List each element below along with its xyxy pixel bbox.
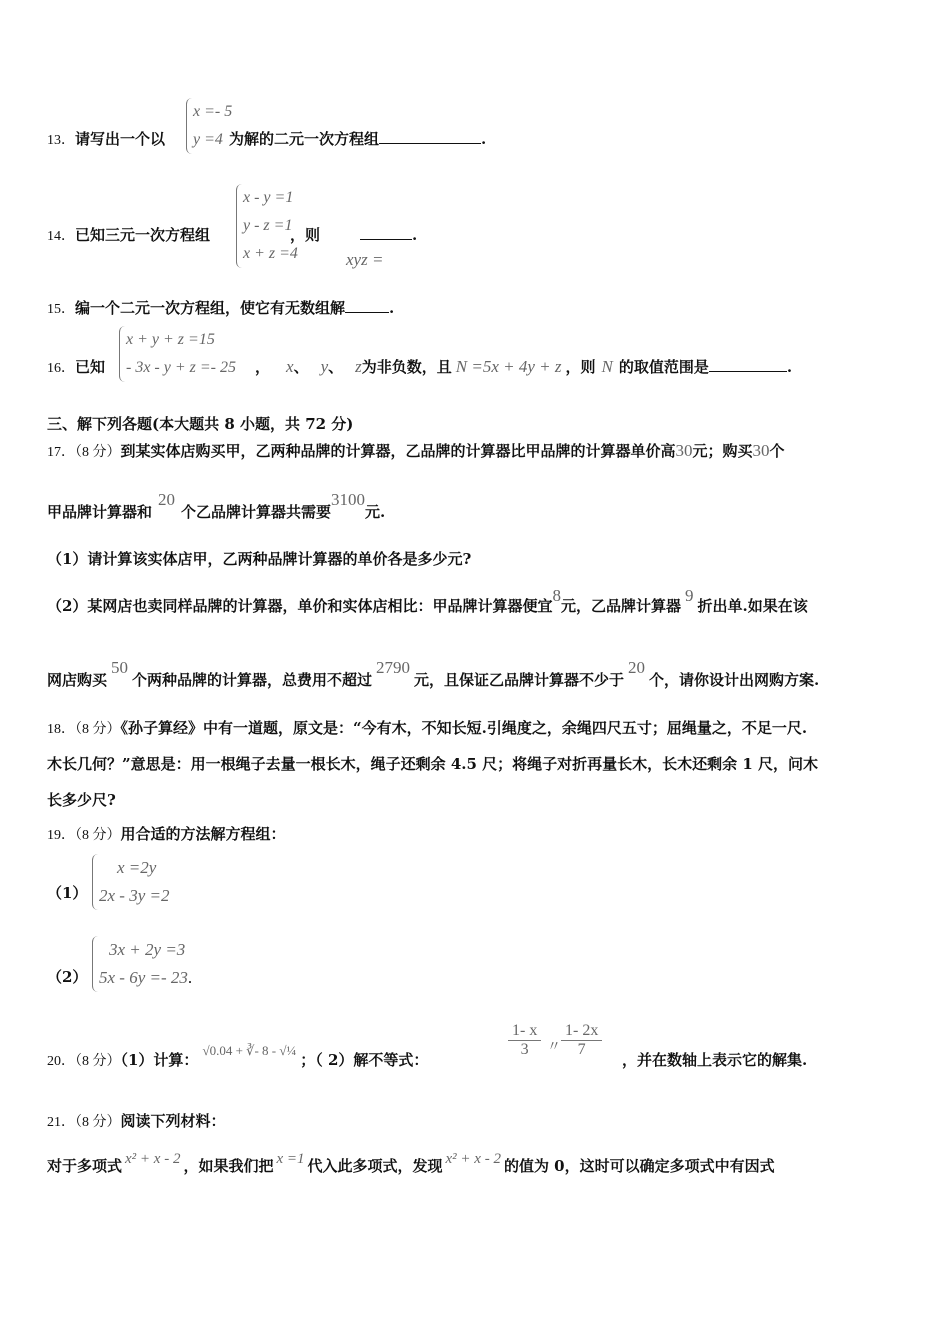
question-text: 代入此多项式，发现 [307,1157,443,1175]
polynomial: x² + x - 2 [445,1151,501,1167]
question-14 [47,224,417,245]
equation-N: N =5x + 4y + z [455,357,562,376]
question-text: 元；购买 [692,442,753,460]
value: 50 [111,658,129,677]
question-text: 请写出一个以 [75,130,166,148]
question-text: （1）计算： [120,1051,199,1069]
question-text: 个两种品牌的计算器，总费用不超过 [132,671,373,689]
equation: x =2y [117,858,157,877]
question-text: 个 [769,442,785,460]
relation-symbol: 〃 [547,1040,561,1055]
question-19-part1-label: （1） [47,884,88,902]
question-text: ，并在数轴上表示它的解集. [622,1051,808,1069]
value: 20 [628,658,646,677]
value: 8 [552,586,561,605]
question-20 [47,1043,429,1070]
equation: 3x + 2y =3 [109,940,186,959]
score: （8 分） [75,1054,121,1069]
question-text: 网店购买 [47,671,108,689]
equation: x - y =1 [243,189,294,206]
question-18-line1 [47,717,807,738]
punct: 、 [328,358,344,376]
var-x: x [286,357,294,376]
substitution: x =1 [276,1151,305,1167]
value: 20 [158,490,176,509]
equation-text: 5x - 6y =- 23 [99,968,188,987]
denominator: 3 [520,1041,529,1058]
punct: . [786,358,793,376]
equation [93,964,192,992]
question-21-line1 [47,1151,775,1176]
question-number: 15． [47,302,75,317]
question-text: ；（ 2）解不等式： [300,1051,429,1069]
question-19 [47,823,286,844]
question-number: 16． [47,361,75,376]
numerator: 1- 2x [561,1022,602,1041]
equation: x + z =4 [243,245,298,262]
value: 2790 [376,658,411,677]
numerator: 1- x [508,1022,541,1041]
question-text: 到某实体店购买甲，乙两种品牌的计算器，乙品牌的计算器比甲品牌的计算器单价高 [120,442,676,460]
question-text: 《孙子算经》中有一道题，原文是：“今有木，不知长短.引绳度之，余绳四尺五寸；屈绳量之，不足一尺. [120,719,808,737]
question-17-part1: （1）请计算该实体店甲，乙两种品牌计算器的单价各是多少元? [47,550,472,568]
punct: ， [255,358,271,376]
score: （8 分） [75,1115,121,1130]
question-text: 个，请你设计出网购方案. [649,671,820,689]
polynomial: x² + x - 2 [125,1151,181,1167]
question-number: 20． [47,1054,75,1069]
equation: - 3x - y + z =- 25 [126,359,237,376]
question-number: 13． [47,133,75,148]
punct: . [187,968,193,987]
equation: 2x - 3y =2 [99,886,170,905]
equation: x + y + z =15 [126,331,215,348]
question-text: 的值为 0，这时可以确定多项式中有因式 [503,1157,775,1175]
question-17-line1 [47,440,785,461]
score: （8 分） [75,828,121,843]
score: （8 分） [75,445,121,460]
q19-system-1 [92,854,169,910]
question-number: 17． [47,445,75,460]
equation: y - z =1 [243,217,293,234]
section-header: 三、解下列各题(本大题共 8 小题，共 72 分) [47,415,354,433]
answer-blank[interactable] [379,129,481,144]
value: 30 [675,441,693,460]
value: 9 [684,586,694,605]
question-text: 元，乙品牌计算器 [560,597,681,615]
question-17-line2 [47,490,386,522]
question-text: 为解的二元一次方程组 [229,130,380,148]
question-number: 14． [47,229,75,244]
question-text: 个乙品牌计算器共需要 [181,503,332,521]
score: （8 分） [75,722,121,737]
calc-expression: √0.04 + ∛- 8 - √¼ [202,1043,297,1058]
fraction-1 [508,1022,541,1059]
punct: . [481,130,487,148]
q19-system-2 [92,936,192,992]
question-15 [47,297,394,318]
question-text: 已知三元一次方程组 [75,226,211,244]
question-18-line2: 木长几何？”意思是：用一根绳子去量一根长木，绳子还剩余 4.5 尺；将绳子对折再量长木，长木还剩余 1 尺，问木 [47,755,819,773]
answer-blank[interactable] [360,225,412,240]
question-17-part2 [47,586,808,616]
question-number: 18． [47,722,75,737]
punct: 、 [293,358,309,376]
question-text: ，则 [290,226,321,244]
answer-blank[interactable] [709,357,787,372]
question-18-line3: 长多少尺? [47,791,116,809]
question-text: 为非负数，且 [361,358,452,376]
question-text: 元，且保证乙品牌计算器不少于 [414,671,625,689]
value: 3100 [331,490,366,509]
question-number: 19． [47,828,75,843]
value: 30 [752,441,770,460]
var-N: N [601,357,613,376]
var-z: z [355,357,362,376]
question-text: 的取值范围是 [618,358,709,376]
question-text: 对于多项式 [47,1157,123,1175]
question-21 [47,1110,226,1131]
question-number: 21． [47,1115,75,1130]
question-17-part2-cont [47,658,820,690]
question-text: ，如果我们把 [183,1157,274,1175]
denominator: 7 [577,1041,586,1058]
question-text: （2）某网店也卖同样品牌的计算器，单价和实体店相比：甲品牌计算器便宜 [47,597,553,615]
question-text: ，则 [565,358,596,376]
expression-xyz: xyz = [346,250,384,269]
question-text: 阅读下列材料： [120,1112,226,1130]
punct: . [389,299,395,317]
question-text: 甲品牌计算器和 [47,503,153,521]
question-13 [47,128,486,149]
question-text: 用合适的方法解方程组： [120,825,286,843]
punct: . [412,226,418,244]
equation: y =4 [193,131,223,148]
answer-blank[interactable] [345,298,389,313]
fraction-2 [561,1022,602,1059]
question-text: 已知 [75,358,106,376]
question-text: 折出单.如果在该 [697,597,808,615]
question-text: 元. [365,503,386,521]
equation: x =- 5 [193,103,233,120]
question-19-part2-label: （2） [47,968,88,986]
question-text: 编一个二元一次方程组，使它有无数组解 [75,299,346,317]
question-16 [47,356,792,377]
var-y: y [320,357,329,376]
